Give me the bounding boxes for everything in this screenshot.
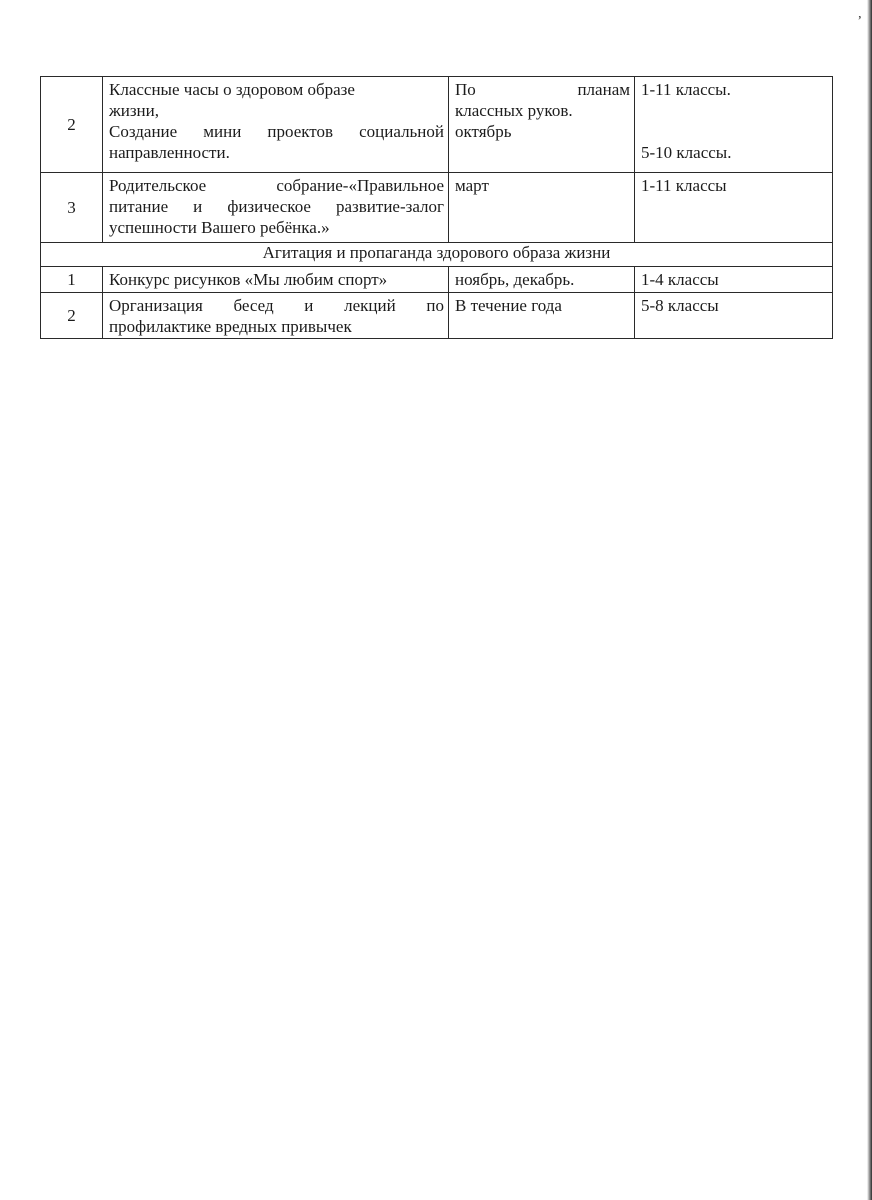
- scan-mark: ’: [857, 14, 862, 29]
- participants-cell: [635, 293, 833, 339]
- activity-line: Организация бесед и лекций по: [109, 296, 444, 315]
- spacer: [641, 121, 828, 142]
- date-cell: [449, 267, 635, 293]
- activity-cell: [103, 77, 449, 173]
- participants-line: 1-11 классы: [641, 176, 727, 195]
- date-line: ноябрь, декабрь.: [455, 270, 575, 289]
- spacer: [641, 100, 828, 121]
- date-line: По планам: [455, 80, 630, 99]
- date-line: март: [455, 176, 489, 195]
- row-number: 3: [41, 173, 103, 243]
- participants-line: 5-8 классы: [641, 296, 719, 315]
- participants-cell: [635, 267, 833, 293]
- table-row: [41, 77, 833, 173]
- participants-cell: [635, 173, 833, 243]
- section-row: [41, 243, 833, 267]
- participants-cell: [635, 77, 833, 173]
- activity-cell: [103, 267, 449, 293]
- events-table: [40, 76, 833, 339]
- row-number: 2: [41, 77, 103, 173]
- scan-edge: [867, 0, 872, 1200]
- date-line: классных руков.: [455, 101, 573, 120]
- participants-line: 5-10 классы.: [641, 143, 732, 162]
- date-cell: [449, 293, 635, 339]
- participants-line: 1-4 классы: [641, 270, 719, 289]
- activity-cell: [103, 293, 449, 339]
- date-line: В течение года: [455, 296, 562, 315]
- table-row: [41, 293, 833, 339]
- date-line: октябрь: [455, 122, 512, 141]
- activity-line: профилактике вредных привычек: [109, 317, 352, 336]
- activity-line: Конкурс рисунков «Мы любим спорт»: [109, 270, 388, 289]
- activity-line: питание и физическое развитие-залог: [109, 197, 444, 216]
- row-number: 2: [41, 293, 103, 339]
- activity-line: Классные часы о здоровом образе: [109, 80, 355, 99]
- row-number: 1: [41, 267, 103, 293]
- activity-line: жизни,: [109, 101, 160, 120]
- activity-line: Создание мини проектов социальной: [109, 122, 444, 141]
- activity-line: направленности.: [109, 143, 230, 162]
- participants-line: 1-11 классы.: [641, 80, 731, 99]
- activity-line: Родительское собрание-«Правильное: [109, 176, 444, 195]
- section-title: Агитация и пропаганда здорового образа жизни: [41, 243, 833, 267]
- activity-cell: [103, 173, 449, 243]
- date-cell: [449, 173, 635, 243]
- activity-line: успешности Вашего ребёнка.»: [109, 218, 330, 237]
- table-row: [41, 267, 833, 293]
- date-cell: [449, 77, 635, 173]
- table-row: [41, 173, 833, 243]
